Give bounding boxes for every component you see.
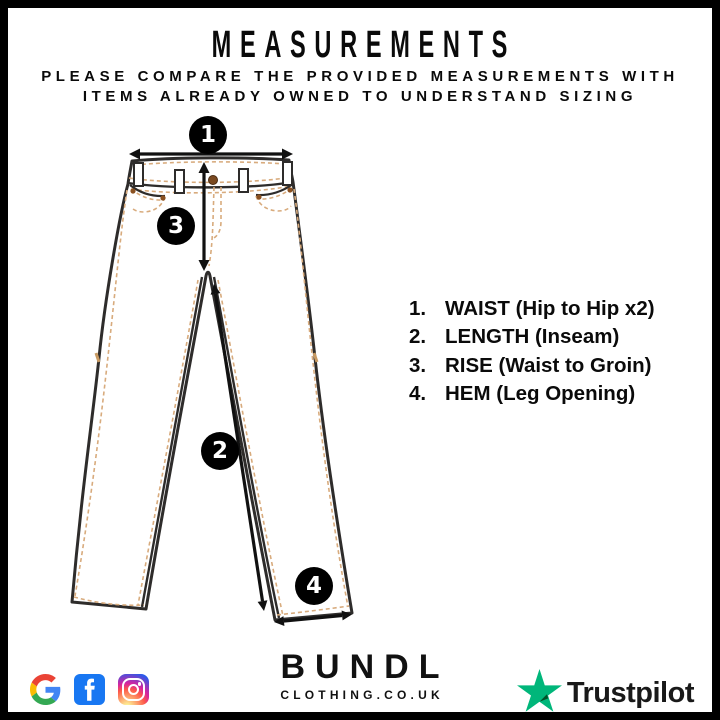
header: [8, 26, 712, 107]
legend-label: LENGTH (Inseam): [445, 325, 620, 349]
legend-item-length: [409, 323, 655, 351]
marker-length: 2: [201, 432, 239, 470]
jeans-outline: [72, 158, 352, 620]
marker-waist: 1: [189, 116, 227, 154]
trustpilot-star-icon: [517, 669, 562, 717]
jeans-illustration: [58, 136, 378, 631]
legend-label: WAIST (Hip to Hip x2): [445, 297, 655, 320]
subtitle-line-1: PLEASE COMPARE THE PROVIDED MEASUREMENTS WITH: [41, 68, 679, 85]
legend-number: 1.: [409, 297, 427, 320]
legend-number: 3.: [409, 353, 427, 377]
page-title: MEASUREMENTS: [212, 24, 517, 66]
legend-item-hem: [409, 380, 655, 408]
marker-rise: 3: [157, 207, 195, 245]
legend-item-rise: [409, 352, 655, 380]
waist-button: [209, 176, 218, 185]
legend-label: HEM (Leg Opening): [445, 382, 636, 406]
legend: [409, 295, 655, 409]
trustpilot-wordmark: Trustpilot: [566, 676, 694, 709]
trustpilot-logo[interactable]: [517, 669, 694, 717]
marker-hem: 4: [295, 567, 333, 605]
legend-number: 2.: [409, 325, 427, 349]
legend-item-waist: [409, 295, 655, 323]
subtitle-line-2: ITEMS ALREADY OWNED TO UNDERSTAND SIZING: [82, 88, 638, 105]
legend-number: 4.: [409, 382, 427, 406]
brand-name: BUNDL: [280, 648, 450, 686]
legend-label: RISE (Waist to Groin): [445, 353, 652, 377]
brand-tagline: CLOTHING.CO.UK: [280, 688, 444, 702]
